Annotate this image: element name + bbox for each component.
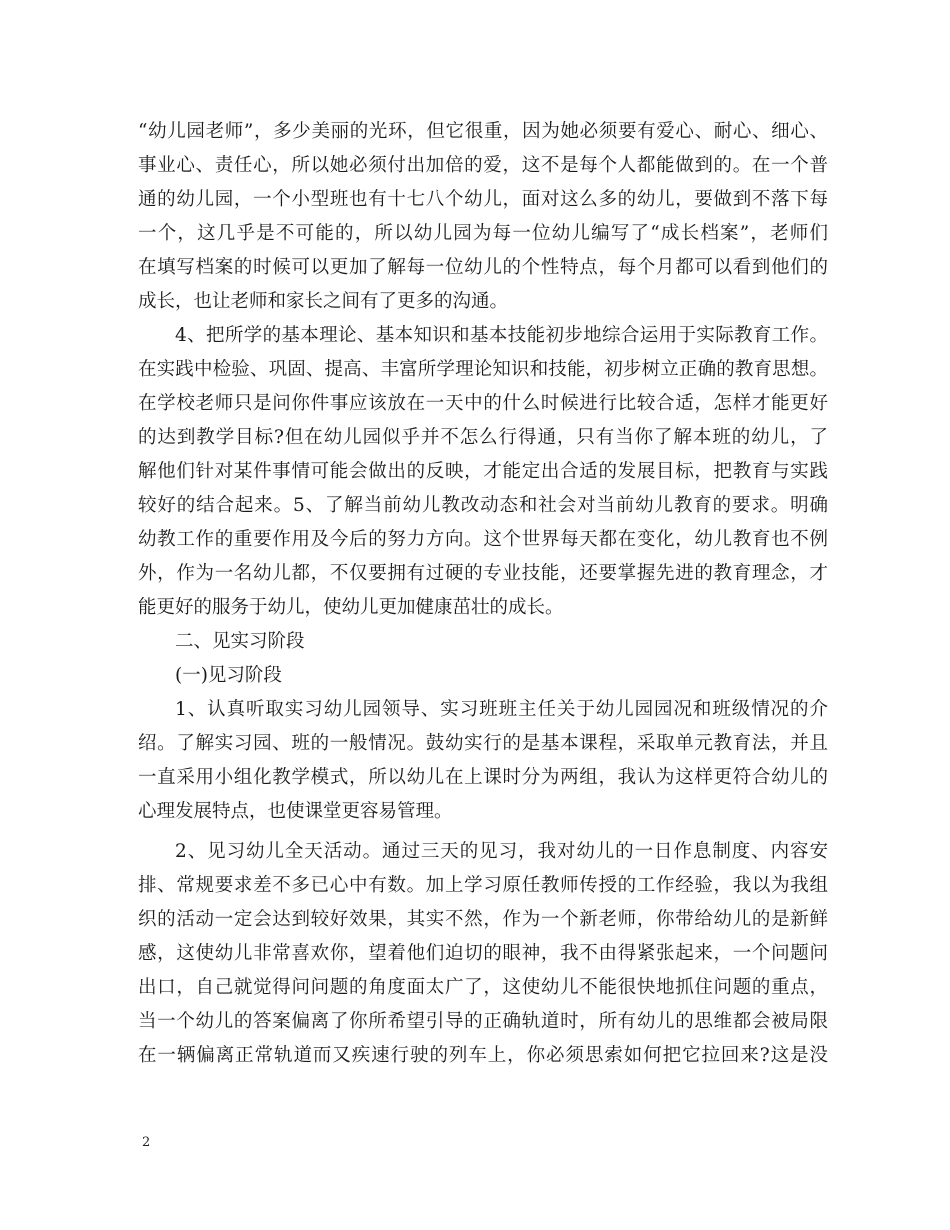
subsection-heading: (一)见习阶段 <box>175 665 282 686</box>
text-line: 外，作为一名幼儿都，不仅要拥有过硬的专业技能，还要掌握先进的教育理念，才 <box>138 563 828 584</box>
text-line: 当一个幼儿的答案偏离了你所希望引导的正确轨道时，所有幼儿的思维都会被局限 <box>138 1011 828 1032</box>
page-number: 2 <box>142 1135 151 1150</box>
text-line: 事业心、责任心，所以她必须付出加倍的爱，这不是每个人都能做到的。在一个普 <box>138 155 828 176</box>
text-line: 能更好的服务于幼儿，使幼儿更加健康茁壮的成长。 <box>138 597 564 618</box>
text-line: 排、常规要求差不多已心中有数。加上学习原任教师传授的工作经验，我以为我组 <box>138 875 828 896</box>
text-line: 成长，也让老师和家长之间有了更多的沟通。 <box>138 291 509 312</box>
text-line: 在填写档案的时候可以更加了解每一位幼儿的个性特点，每个月都可以看到他们的 <box>138 257 828 278</box>
text-line: 一直采用小组化教学模式，所以幼儿在上课时分为两组，我认为这样更符合幼儿的 <box>138 767 828 788</box>
text-line: 绍。了解实习园、班的一般情况。鼓幼实行的是基本课程，采取单元教育法，并且 <box>138 733 828 754</box>
text-line: 较好的结合起来。5、了解当前幼儿教改动态和社会对当前幼儿教育的要求。明确 <box>138 495 828 516</box>
text-line: 4、把所学的基本理论、基本知识和基本技能初步地综合运用于实际教育工作。 <box>175 325 828 346</box>
text-line: “幼儿园老师”，多少美丽的光环，但它很重，因为她必须要有爱心、耐心、细心、 <box>138 121 828 142</box>
text-line: 2、见习幼儿全天活动。通过三天的见习，我对幼儿的一日作息制度、内容安 <box>175 841 828 862</box>
section-heading: 二、见实习阶段 <box>175 631 305 652</box>
text-line: 幼教工作的重要作用及今后的努力方向。这个世界每天都在变化，幼儿教育也不例 <box>138 529 828 550</box>
text-line: 在学校老师只是问你件事应该放在一天中的什么时候进行比较合适，怎样才能更好 <box>138 393 828 414</box>
text-line: 的达到教学目标?但在幼儿园似乎并不怎么行得通，只有当你了解本班的幼儿，了 <box>138 427 828 448</box>
text-line: 感，这使幼儿非常喜欢你，望着他们迫切的眼神，我不由得紧张起来，一个问题问 <box>138 943 828 964</box>
text-line: 在实践中检验、巩固、提高、丰富所学理论知识和技能，初步树立正确的教育思想。 <box>138 359 828 380</box>
text-line: 1、认真听取实习幼儿园领导、实习班班主任关于幼儿园园况和班级情况的介 <box>175 699 828 720</box>
text-line: 出口，自己就觉得问问题的角度面太广了，这使幼儿不能很快地抓住问题的重点， <box>138 977 828 998</box>
text-line: 通的幼儿园，一个小型班也有十七八个幼儿，面对这么多的幼儿，要做到不落下每 <box>138 189 828 210</box>
text-line: 在一辆偏离正常轨道而又疾速行驶的列车上，你必须思索如何把它拉回来?这是没 <box>138 1045 828 1066</box>
text-line: 一个，这几乎是不可能的，所以幼儿园为每一位幼儿编写了“成长档案”，老师们 <box>138 223 828 244</box>
text-line: 心理发展特点，也使课堂更容易管理。 <box>138 801 453 822</box>
text-line: 解他们针对某件事情可能会做出的反映，才能定出合适的发展目标，把教育与实践 <box>138 461 828 482</box>
text-line: 织的活动一定会达到较好效果，其实不然，作为一个新老师，你带给幼儿的是新鲜 <box>138 909 828 930</box>
